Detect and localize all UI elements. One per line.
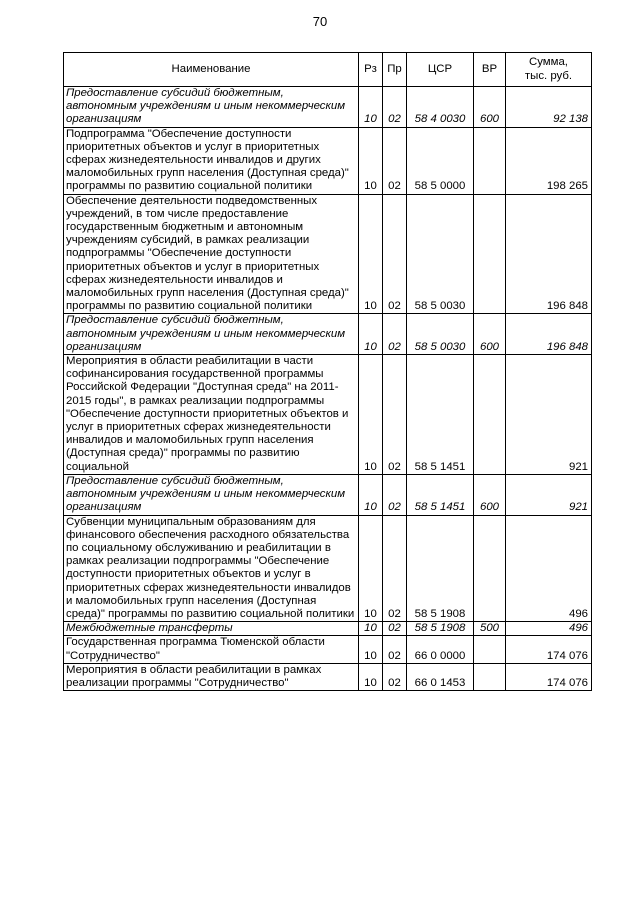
row-sum-cell: 196 848 bbox=[506, 194, 592, 314]
row-pr-cell: 02 bbox=[383, 515, 407, 622]
row-name-cell: Государственная программа Тюменской области "Сотрудничество" bbox=[64, 636, 359, 663]
row-pr-cell: 02 bbox=[383, 663, 407, 690]
header-sum bbox=[506, 53, 592, 87]
row-csr-cell: 58 4 0030 bbox=[407, 87, 474, 128]
table-row bbox=[64, 127, 592, 194]
row-pr-cell: 02 bbox=[383, 314, 407, 355]
table-row bbox=[64, 622, 592, 636]
row-name-cell: Предоставление субсидий бюджетным, автономным учреждениям и иным некоммерческим организациям bbox=[64, 314, 359, 355]
row-vr-cell: 600 bbox=[474, 314, 506, 355]
row-name-cell: Подпрограмма "Обеспечение доступности приоритетных объектов и услуг в приоритетных сферах жизнедеятельности инвалидов и других маломобильных групп населения (Доступная среда)" программы по развитию социальной политики bbox=[64, 127, 359, 194]
row-vr-cell: 600 bbox=[474, 474, 506, 515]
row-rz-cell: 10 bbox=[359, 622, 383, 636]
table-row bbox=[64, 474, 592, 515]
row-vr-cell bbox=[474, 636, 506, 663]
row-rz-cell: 10 bbox=[359, 515, 383, 622]
row-rz-cell: 10 bbox=[359, 314, 383, 355]
table-row bbox=[64, 515, 592, 622]
row-csr-cell: 58 5 1451 bbox=[407, 474, 474, 515]
table-row bbox=[64, 636, 592, 663]
row-name-cell: Обеспечение деятельности подведомственных учреждений, в том числе предоставление государственным бюджетным и автономным учреждениям субсидий, в рамках реализации подпрограммы "Обеспечение доступности приоритетных объектов и услуг в приоритетных сферах жизнедеятельности инвалидов и маломобильных групп населения (Доступная среда)" программы по развитию социальной политики bbox=[64, 194, 359, 314]
header-rz: Рз bbox=[359, 53, 383, 87]
row-pr-cell: 02 bbox=[383, 474, 407, 515]
row-rz-cell: 10 bbox=[359, 87, 383, 128]
row-pr-cell: 02 bbox=[383, 636, 407, 663]
budget-table bbox=[63, 52, 592, 691]
row-csr-cell: 58 5 1908 bbox=[407, 515, 474, 622]
row-name-cell: Предоставление субсидий бюджетным, автономным учреждениям и иным некоммерческим организациям bbox=[64, 87, 359, 128]
row-sum-cell: 92 138 bbox=[506, 87, 592, 128]
table-header-row bbox=[64, 53, 592, 87]
row-sum-cell: 921 bbox=[506, 474, 592, 515]
row-vr-cell bbox=[474, 127, 506, 194]
row-sum-cell: 921 bbox=[506, 355, 592, 475]
row-csr-cell: 58 5 1451 bbox=[407, 355, 474, 475]
row-pr-cell: 02 bbox=[383, 127, 407, 194]
row-sum-cell: 174 076 bbox=[506, 636, 592, 663]
row-name-cell: Межбюджетные трансферты bbox=[64, 622, 359, 636]
row-rz-cell: 10 bbox=[359, 663, 383, 690]
row-pr-cell: 02 bbox=[383, 355, 407, 475]
table-row bbox=[64, 314, 592, 355]
row-name-cell: Мероприятия в области реабилитации в рамках реализации программы "Сотрудничество" bbox=[64, 663, 359, 690]
row-rz-cell: 10 bbox=[359, 194, 383, 314]
row-rz-cell: 10 bbox=[359, 355, 383, 475]
row-csr-cell: 58 5 1908 bbox=[407, 622, 474, 636]
table-row bbox=[64, 194, 592, 314]
table-row bbox=[64, 355, 592, 475]
row-vr-cell bbox=[474, 194, 506, 314]
row-vr-cell: 600 bbox=[474, 87, 506, 128]
row-sum-cell: 496 bbox=[506, 622, 592, 636]
row-pr-cell: 02 bbox=[383, 622, 407, 636]
row-pr-cell: 02 bbox=[383, 194, 407, 314]
row-csr-cell: 58 5 0030 bbox=[407, 194, 474, 314]
header-sum-line1: Сумма, bbox=[529, 56, 568, 69]
row-sum-cell: 196 848 bbox=[506, 314, 592, 355]
row-vr-cell bbox=[474, 663, 506, 690]
row-vr-cell bbox=[474, 515, 506, 622]
page-number: 70 bbox=[312, 14, 328, 29]
header-name: Наименование bbox=[64, 53, 359, 87]
row-rz-cell: 10 bbox=[359, 127, 383, 194]
row-name-cell: Мероприятия в области реабилитации в части софинансирования государственной программы Российской Федерации "Доступная среда" на 2011-2015 годы", в рамках реализации подпрограммы "Обеспечение доступности приоритетных объектов и услуг в приоритетных сферах жизнедеятельности инвалидов и маломобильных групп населения (Доступная среда)" программы по развитию социальной bbox=[64, 355, 359, 475]
header-csr: ЦСР bbox=[407, 53, 474, 87]
row-csr-cell: 58 5 0030 bbox=[407, 314, 474, 355]
row-pr-cell: 02 bbox=[383, 87, 407, 128]
table-row bbox=[64, 663, 592, 690]
header-vr: ВР bbox=[474, 53, 506, 87]
row-vr-cell: 500 bbox=[474, 622, 506, 636]
header-sum-line2: тыс. руб. bbox=[524, 69, 573, 82]
row-name-cell: Субвенции муниципальным образованиям для финансового обеспечения расходного обязательства по социальному обслуживанию и реабилитации в рамках реализации подпрограммы "Обеспечение доступности приоритетных объектов и услуг в приоритетных сферах жизнедеятельности инвалидов и маломобильных групп населения (Доступная среда)" программы по развитию социальной политики bbox=[64, 515, 359, 622]
row-sum-cell: 496 bbox=[506, 515, 592, 622]
table-row bbox=[64, 87, 592, 128]
row-sum-cell: 174 076 bbox=[506, 663, 592, 690]
row-csr-cell: 66 0 1453 bbox=[407, 663, 474, 690]
row-rz-cell: 10 bbox=[359, 636, 383, 663]
row-vr-cell bbox=[474, 355, 506, 475]
header-pr: Пр bbox=[383, 53, 407, 87]
row-csr-cell: 58 5 0000 bbox=[407, 127, 474, 194]
row-sum-cell: 198 265 bbox=[506, 127, 592, 194]
row-csr-cell: 66 0 0000 bbox=[407, 636, 474, 663]
row-name-cell: Предоставление субсидий бюджетным, автономным учреждениям и иным некоммерческим организациям bbox=[64, 474, 359, 515]
row-rz-cell: 10 bbox=[359, 474, 383, 515]
